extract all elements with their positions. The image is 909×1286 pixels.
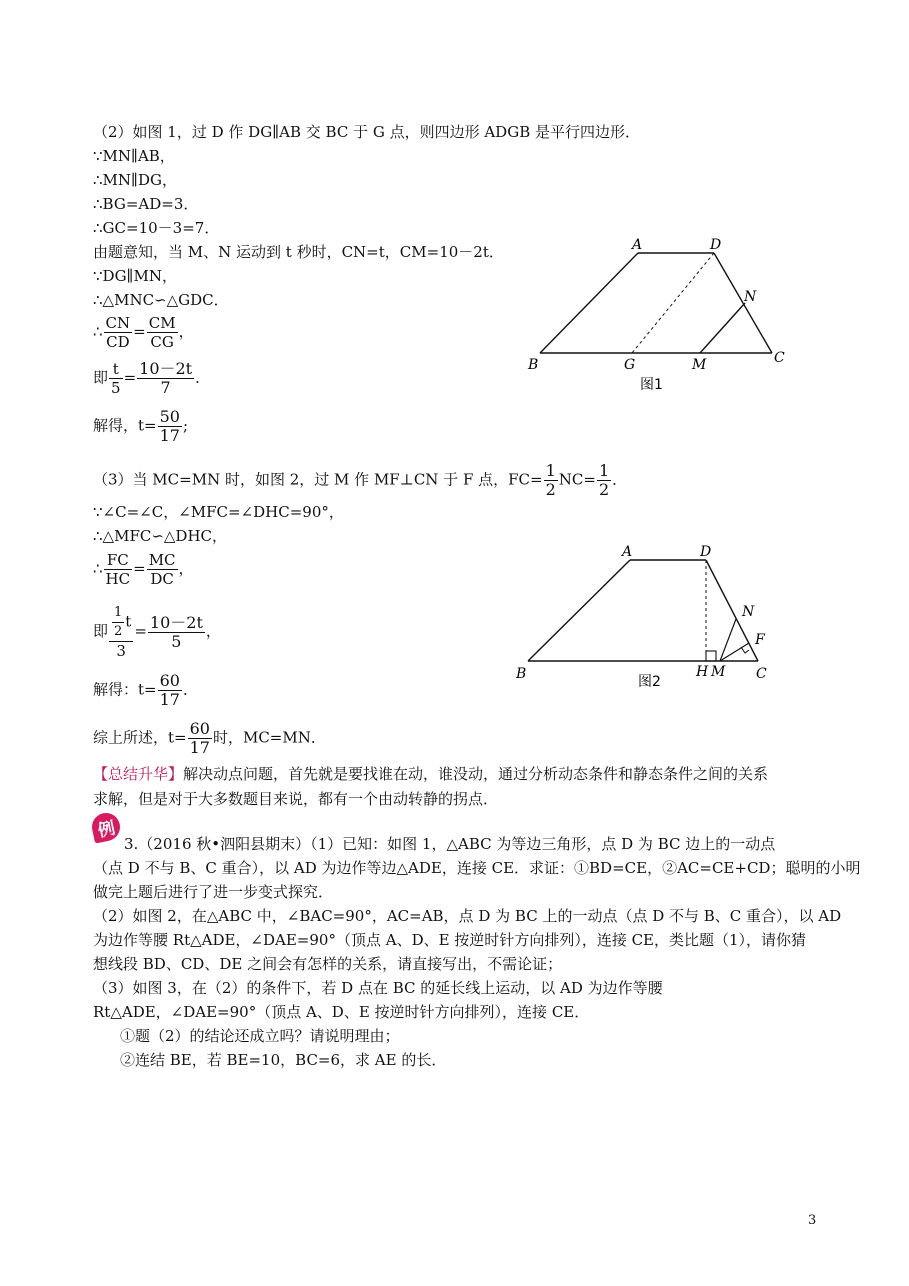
fig2-label-a: A [622,544,633,560]
part2-line-10: 即 $\frac{t}{5}$ = $\frac{10-2t}{7}$ ． [93,359,211,397]
part2-line-4: ∴BG=AD=3． [93,195,199,213]
example-line-5: 为边作等腰 Rt△ADE，∠DAE=90°（顶点 A、D、E 按逆时针方向排列），连接 CE，类比题（1），请你猜 [93,931,807,949]
part3-line-6: 解得：t= $\frac{60}{17}$ ． [93,671,198,709]
fraction-60-17-a: $\frac{60}{17}$ [159,671,180,709]
figure-2-diagram [512,540,782,690]
example-line-9: ①题（2）的结论还成立吗？请说明理由； [120,1027,400,1045]
part2-line-8: ∴△MNC∽△GDC． [93,291,229,309]
part2-line-5: ∴GC=10－3=7． [93,219,220,237]
fig2-caption: 图2 [638,674,661,690]
fraction-50-17: $\frac{50}{17}$ [159,407,180,445]
part3-line-5: 即 $\frac{1}{2}$ t 3 = $\frac{10-2t}{5}$ ， [93,605,221,660]
part3-line-7: 综上所述，t= $\frac{60}{17}$ 时，MC=MN． [93,719,326,757]
fraction-fc-hc: $\frac{FC}{HC}$ [105,551,131,588]
fraction-60-17-b: $\frac{60}{17}$ [189,719,210,757]
fig2-label-m: M [711,664,726,680]
example-line-10: ②连结 BE，若 BE=10，BC=6，求 AE 的长． [120,1051,447,1069]
fig1-label-n: N [744,289,757,305]
part3-line-1: （3）当 MC=MN 时，如图 2，过 M 作 MF⊥CN 于 F 点，FC= $\frac{1}{2}$ NC= $\frac{1}{2}$ ． [93,461,628,499]
part2-line-6: 由题意知，当 M、N 运动到 t 秒时，CN=t，CM=10－2t． [93,243,504,261]
fig1-label-b: B [528,357,539,373]
fig2-label-d: D [700,544,712,560]
fraction-cn-cd: $\frac{CN}{CD}$ [105,314,131,351]
part2-line-7: ∵DG∥MN， [93,267,177,285]
fig1-label-d: D [710,237,722,253]
summary-line-1: 【总结升华】解决动点问题，首先就是要找谁在动，谁没动，通过分析动态条件和静态条件之间的关系 [93,765,769,783]
fig1-label-c: C [774,350,785,366]
fraction-mc-dc: $\frac{MC}{DC}$ [148,551,176,588]
part2-line-11: 解得，t= $\frac{50}{17}$ ; [93,407,189,445]
fig1-caption: 图1 [640,377,663,393]
example-line-4: （2）如图 2，在△ABC 中，∠BAC=90°，AC=AB，点 D 为 BC 上的一动点（点 D 不与 B、C 重合），以 AD [93,907,842,925]
fig2-label-n: N [742,604,755,620]
fraction-cm-cg: $\frac{CM}{CG}$ [148,314,176,351]
figure-2 [512,540,782,690]
fig2-label-b: B [516,666,527,682]
summary-line-2: 求解，但是对于大多数题目来说，都有一个由动转静的拐点． [93,790,499,808]
part3-line-4: ∴ $\frac{FC}{HC}$ = $\frac{MC}{DC}$ ， [93,551,194,588]
summary-tag: 【总结升华】 [93,765,184,783]
example-line-3: 做完上题后进行了进一步变式探究． [93,883,334,901]
fig2-label-h: H [696,664,709,680]
example-line-2: （点 D 不与 B、C 重合），以 AD 为边作等边△ADE，连接 CE．求证：①BD=CE，②AC=CE+CD；聪明的小明 [93,859,861,877]
example-line-1: 3.（2016 秋•泗阳县期末）（1）已知：如图 1，△ABC 为等边三角形，点 D 为 BC 边上的一动点 [124,835,776,853]
part2-line-2: ∵MN∥AB， [93,147,175,165]
page-number: 3 [808,1213,817,1228]
example-line-6: 想线段 BD、CD、DE 之间会有怎样的关系，请直接写出，不需论证； [93,955,563,973]
part3-line-2: ∵∠C=∠C，∠MFC=∠DHC=90°， [93,503,344,521]
figure-1 [520,235,800,395]
example-badge-icon: 例 [89,810,122,843]
fraction-10-2t-7: $\frac{10-2t}{7}$ [139,359,193,397]
fraction-t-5: $\frac{t}{5}$ [111,360,121,397]
fraction-half-1: $\frac{1}{2}$ [545,461,556,499]
fraction-compound: $\frac{1}{2}$ t 3 [109,604,133,660]
fig2-label-c: C [756,666,767,682]
part2-line-9: ∴ $\frac{CN}{CD}$ = $\frac{CM}{CG}$ ， [93,314,194,351]
fig1-label-g: G [624,357,636,373]
fig1-label-m: M [692,357,707,373]
example-line-8: Rt△ADE，∠DAE=90°（顶点 A、D、E 按逆时针方向排列），连接 CE． [93,1003,590,1021]
figure-1-diagram [520,235,800,395]
fraction-10-2t-5: $\frac{10-2t}{5}$ [149,612,203,651]
fraction-half-2: $\frac{1}{2}$ [598,461,610,499]
part2-line-1: （2）如图 1，过 D 作 DG∥AB 交 BC 于 G 点，则四边形 ADGB 是平行四边形． [93,123,640,141]
part3-line-3: ∴△MFC∽△DHC， [93,527,228,545]
part2-line-3: ∴MN∥DG， [93,171,177,189]
fig1-label-a: A [632,237,643,253]
example-line-7: （3）如图 3，在（2）的条件下，若 D 点在 BC 的延长线上运动，以 AD 为边作等腰 [93,979,663,997]
fig2-label-f: F [755,632,765,648]
